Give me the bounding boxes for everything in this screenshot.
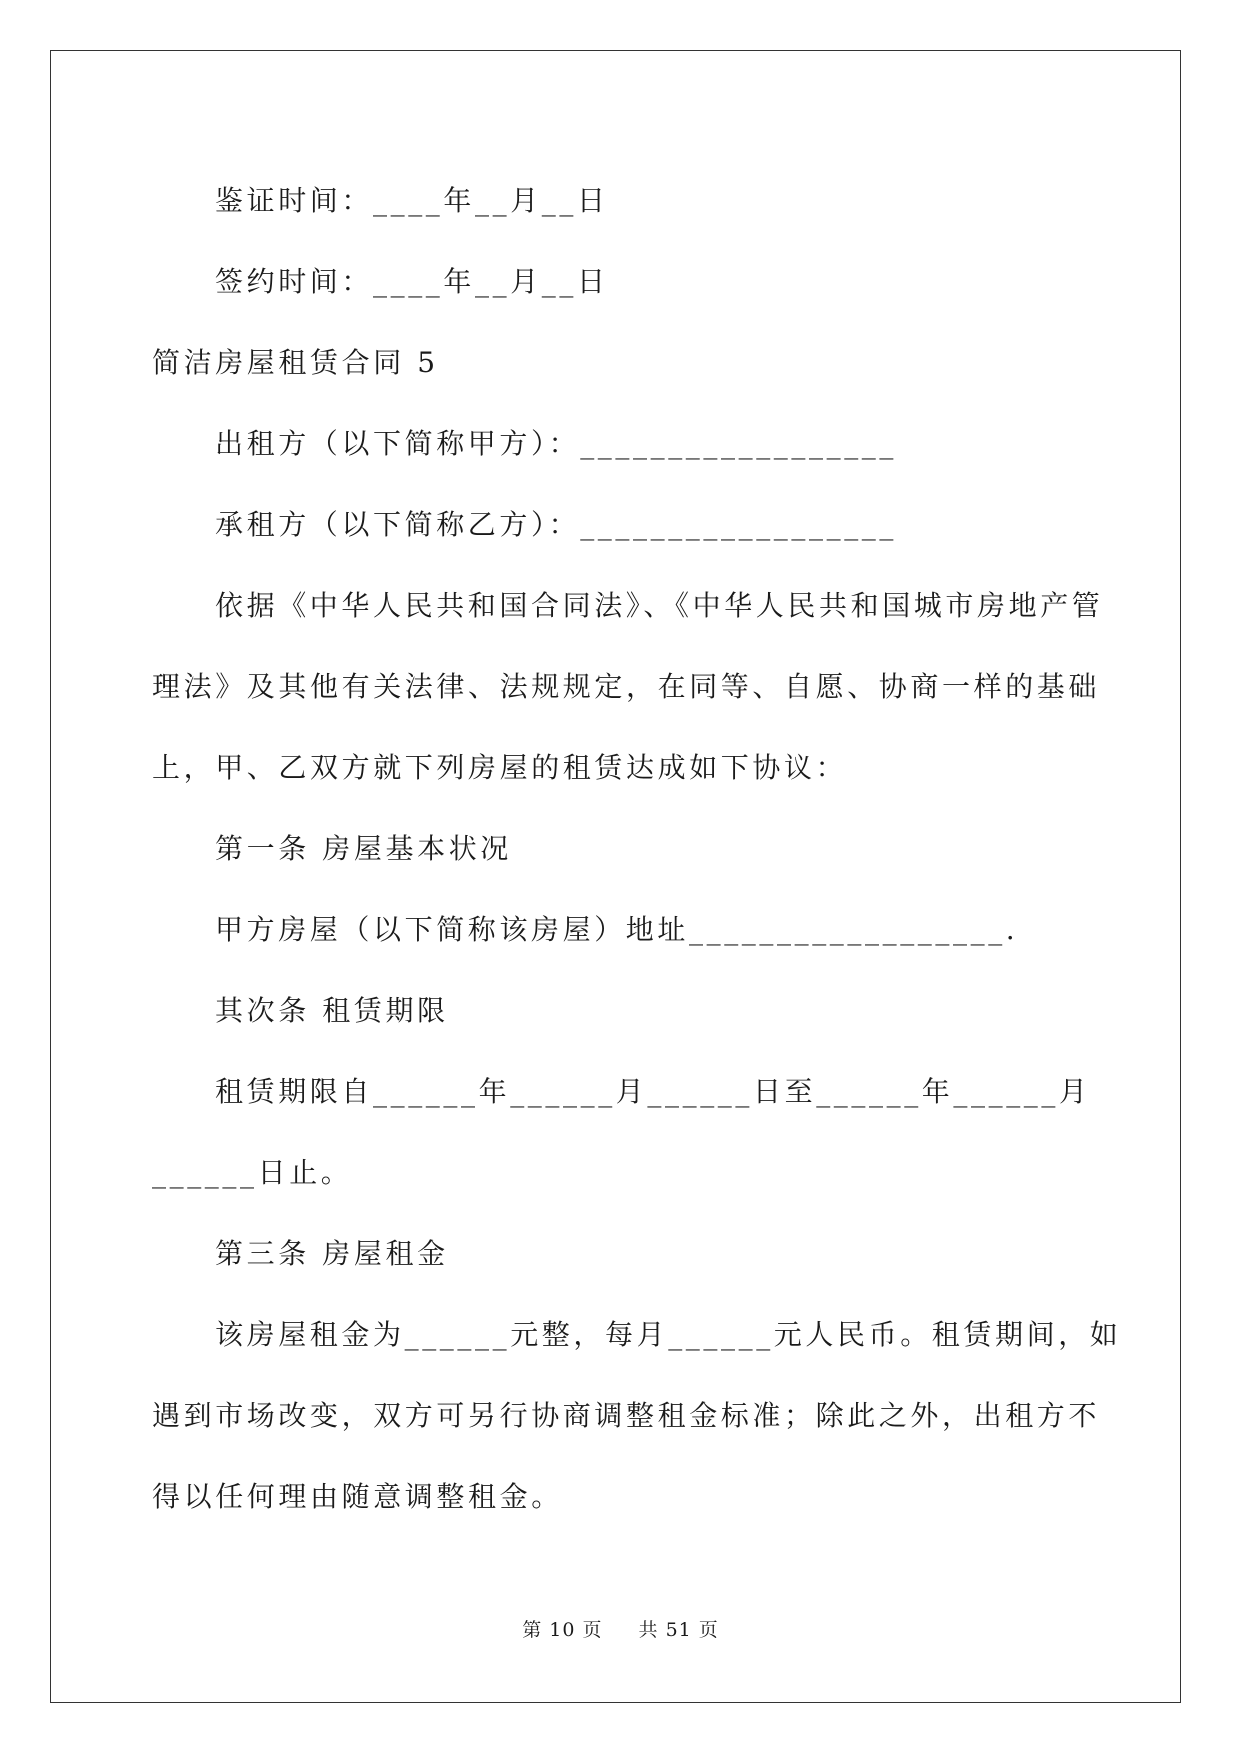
signing-date-line: 签约时间：____年__月__日 [215,265,609,298]
lease-term-line-2: ______日止。 [152,1156,353,1189]
lease-term-line-1: 租赁期限自______年______月______日至______年______月 [215,1075,1091,1108]
article-2-heading: 其次条 租赁期限 [215,994,449,1027]
page-total: 共 51 页 [638,1619,719,1641]
page-footer [0,1615,1241,1642]
article-1-address-line: 甲方房屋（以下简称该房屋）地址__________________. [215,913,1019,946]
rent-line-3: 得以任何理由随意调整租金。 [152,1480,563,1513]
rent-line-1: 该房屋租金为______元整，每月______元人民币。租赁期间，如 [215,1318,1122,1351]
lessee-line: 承租方（以下简称乙方）：__________________ [215,508,898,541]
lessor-line: 出租方（以下简称甲方）：__________________ [215,427,898,460]
article-3-heading: 第三条 房屋租金 [215,1237,449,1270]
preamble-line-3: 上，甲、乙双方就下列房屋的租赁达成如下协议： [152,751,848,784]
page-number: 第 10 页 [522,1619,603,1641]
preamble-line-1: 依据《中华人民共和国合同法》、《中华人民共和国城市房地产管 [215,589,1104,622]
verification-date-line: 鉴证时间：____年__月__日 [215,184,609,217]
contract-title: 简洁房屋租赁合同 5 [152,346,439,379]
rent-line-2: 遇到市场改变，双方可另行协商调整租金标准；除此之外，出租方不 [152,1399,1101,1432]
document-body [152,160,1122,1537]
preamble-line-2: 理法》及其他有关法律、法规规定，在同等、自愿、协商一样的基础 [152,670,1101,703]
article-1-heading: 第一条 房屋基本状况 [215,832,512,865]
